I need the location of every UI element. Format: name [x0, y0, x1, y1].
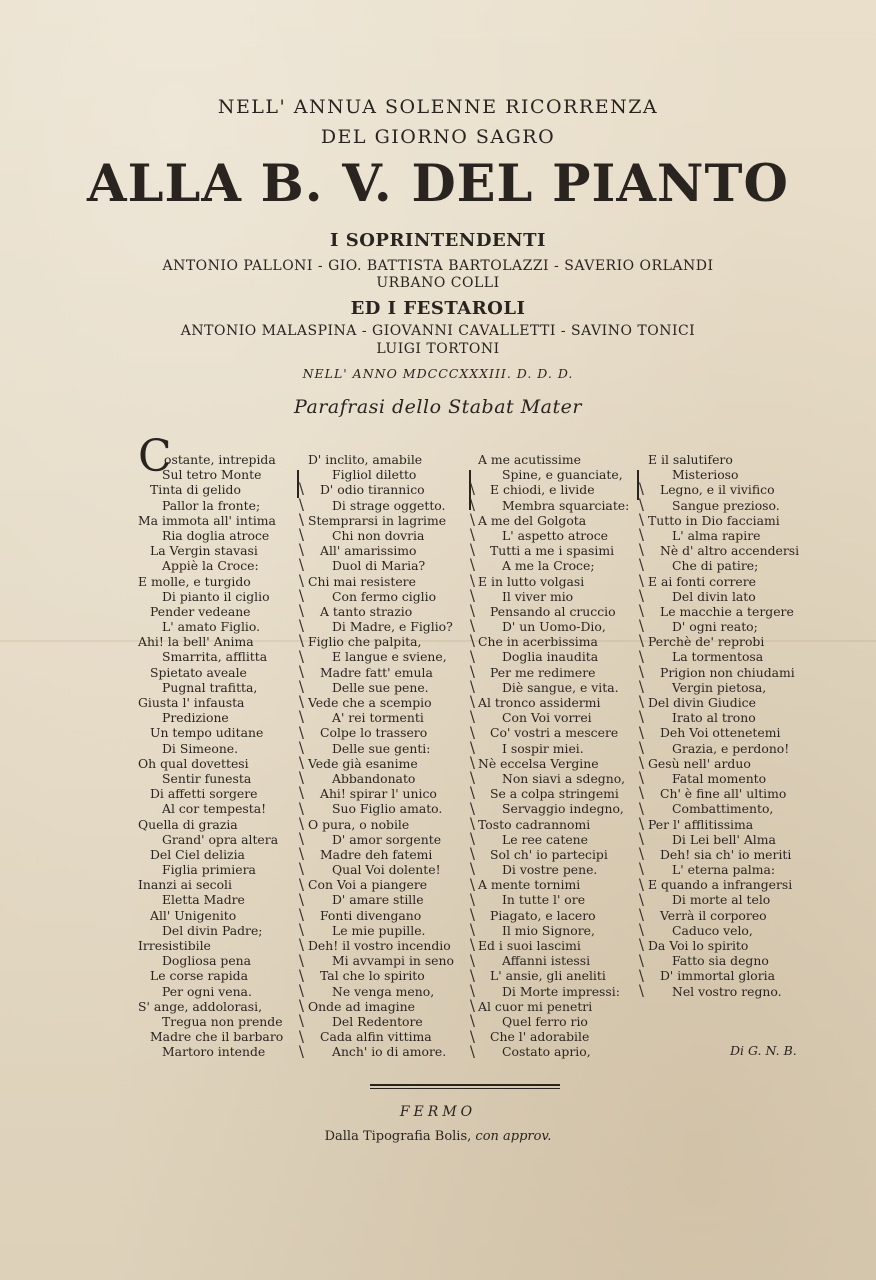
verse-line: Del Redentore: [332, 1013, 423, 1029]
column-separator: ∖: [296, 541, 306, 560]
column-separator: ∖: [296, 754, 306, 772]
festaroli-names-2: LUIGI TORTONI: [376, 341, 500, 357]
verse-line: I sospir miei.: [502, 740, 584, 756]
verse-line: Irresistibile: [138, 938, 211, 953]
soprintendenti-label: I SOPRINTENDENTI: [330, 230, 546, 251]
verse-line: Ma immota all' intima: [138, 512, 276, 528]
verse-line: Di Simeone.: [162, 740, 239, 756]
verse-line: Sangue prezioso.: [672, 497, 780, 513]
verse-line: L' eterna palma:: [672, 862, 776, 878]
verse-line: ostante, intrepida: [164, 452, 276, 467]
verse-line: D' immortal gloria: [660, 968, 776, 984]
verse-line: Pensando al cruccio: [490, 603, 616, 619]
column-separator: ∖: [636, 936, 646, 955]
verse-line: La Vergin stavasi: [150, 543, 258, 559]
verse-line: Martoro intende: [162, 1044, 266, 1060]
verse-line: Mi avvampi in seno: [332, 953, 454, 969]
verse-line: Servaggio indegno,: [502, 801, 624, 817]
verse-line: Tutti a me i spasimi: [490, 543, 615, 559]
verse-line: In tutte l' ore: [502, 892, 586, 908]
column-separator: ∖: [467, 966, 477, 985]
column-separator: ∖: [296, 799, 306, 818]
verse-line: Delle sue pene.: [332, 679, 429, 695]
column-separator: ∖: [296, 875, 306, 894]
verse-line: Quel ferro rio: [502, 1013, 588, 1029]
verse-line: A tanto strazio: [320, 603, 413, 619]
column-separator: ∖: [636, 495, 646, 514]
verse-line: Misterioso: [672, 467, 739, 483]
verse-line: Del divin Giudice: [648, 695, 756, 710]
verse-line: Tutto in Dio facciami: [648, 512, 780, 528]
heading-line-1: NELL' ANNUA SOLENNE RICORRENZA: [217, 96, 659, 118]
verse-line: Grand' opra altera: [162, 831, 279, 847]
verse-line: Quella di grazia: [138, 816, 238, 832]
verse-line: Per l' afflitissima: [648, 816, 754, 832]
verse-line: Per ogni vena.: [162, 983, 252, 999]
column-separator: ∖: [467, 495, 477, 514]
verse-line: Che in acerbissima: [478, 634, 598, 650]
verse-line: E in lutto volgasi: [478, 573, 585, 589]
verse-line: L' ansie, gli aneliti: [490, 968, 606, 984]
column-separator: ∖: [296, 617, 306, 636]
verse-line: Di pianto il ciglio: [162, 588, 270, 604]
column-separator: ∖: [467, 526, 477, 544]
column-separator: ∖: [467, 860, 477, 879]
column-separator: ∖: [296, 586, 306, 605]
verse-line: Qual Voi dolente!: [332, 862, 441, 878]
column-separator: ∖: [467, 678, 477, 696]
column-separator: ∖: [467, 1042, 477, 1061]
verse-line: Anch' io di amore.: [332, 1044, 447, 1060]
column-separator: ∖: [636, 586, 646, 605]
column-separator: ∖: [467, 997, 477, 1016]
verse-line: Sul tetro Monte: [162, 467, 262, 483]
column-separator: ∖: [636, 480, 646, 499]
column-separator: ∖: [467, 571, 477, 590]
verse-line: Figlia primiera: [162, 862, 256, 878]
verse-line: O pura, o nobile: [308, 816, 410, 832]
verse-line: Duol di Maria?: [332, 558, 426, 574]
heading-line-2: DEL GIORNO SAGRO: [320, 126, 556, 148]
verse-line: A me la Croce;: [502, 558, 595, 574]
verse-line: Nè eccelsa Vergine: [478, 755, 599, 771]
verse-line: Doglia inaudita: [502, 649, 599, 665]
verse-line: Ne venga meno,: [332, 983, 435, 999]
column-separator: ∖: [636, 845, 646, 864]
column-separator: ∖: [467, 556, 477, 575]
verse-line: Deh! il vostro incendio: [308, 938, 451, 953]
column-separator: ∖: [636, 890, 646, 909]
column-separator: ∖: [467, 738, 477, 757]
verse-line: Chi mai resistere: [308, 573, 416, 589]
column-separator: ∖: [467, 693, 477, 712]
verse-line: Ed i suoi lascimi: [478, 938, 581, 953]
verse-line: Appiè la Croce:: [162, 558, 259, 574]
verse-line: Spietato aveale: [150, 664, 247, 680]
column-separator: ∖: [636, 921, 646, 940]
verse-line: Vergin pietosa,: [672, 679, 767, 695]
page-title: ALLA B. V. DEL PIANTO: [87, 154, 789, 214]
column-separator: ∖: [636, 784, 646, 803]
column-separator: ∖: [467, 814, 477, 833]
column-separator: ∖: [636, 510, 646, 529]
column-separator: ∖: [296, 526, 306, 544]
verse-line: Pugnal trafitta,: [162, 679, 258, 695]
column-separator: ∖: [636, 662, 646, 681]
verse-line: Piagato, e lacero: [490, 907, 596, 923]
column-separator: ∖: [467, 708, 477, 727]
verse-line: Vede già esanime: [308, 755, 418, 771]
verse-line: D' ogni reato;: [672, 619, 758, 635]
column-separator: ∖: [636, 571, 646, 590]
column-separator: ∖: [296, 1027, 306, 1046]
verse-line: Che di patire;: [672, 558, 759, 574]
column-separator: ∖: [636, 951, 646, 970]
poem-title: Parafrasi dello Stabat Mater: [294, 396, 582, 418]
column-separator: ∖: [467, 510, 477, 529]
poem-column-2: [308, 452, 454, 1060]
column-separator: ∖: [296, 723, 306, 742]
verse-line: Non siavi a sdegno,: [502, 770, 626, 786]
verse-line: Al cor tempesta!: [162, 801, 267, 817]
column-separator: ∖: [296, 602, 306, 620]
verse-line: Di strage oggetto.: [332, 497, 446, 513]
column-separator: ∖: [636, 708, 646, 727]
verse-line: E ai fonti correre: [648, 573, 757, 589]
verse-line: Madre fatt' emula: [320, 664, 433, 680]
verse-line: Costato aprio,: [502, 1044, 591, 1060]
verse-line: Madre che il barbaro: [150, 1029, 284, 1045]
verse-line: L' aspetto atroce: [502, 527, 608, 543]
column-separator: ∖: [296, 769, 306, 788]
verse-line: Nel vostro regno.: [672, 983, 782, 999]
verse-line: Membra squarciate:: [502, 497, 630, 513]
imprint-printer: [0, 1129, 876, 1144]
verse-line: Le mie pupille.: [332, 922, 426, 938]
column-separator: ∖: [296, 571, 306, 590]
verse-line: Spine, e guanciate,: [502, 467, 623, 483]
column-separator: ∖: [636, 860, 646, 879]
verse-line: Dogliosa pena: [162, 953, 252, 969]
verse-line: Fatto sia degno: [672, 953, 769, 969]
verse-line: E il salutifero: [648, 452, 733, 467]
verse-line: Che l' adorabile: [490, 1029, 590, 1045]
verse-line: Del divin Padre;: [162, 922, 263, 938]
verse-line: L' amato Figlio.: [162, 619, 261, 635]
verse-line: Le macchie a tergere: [660, 603, 794, 619]
printer-approval: con approv.: [475, 1129, 552, 1144]
column-separator: ∖: [467, 951, 477, 970]
verse-line: Le corse rapida: [150, 968, 248, 984]
verse-line: Affanni istessi: [502, 953, 591, 969]
drop-cap: C: [138, 431, 172, 482]
verse-line: Del Ciel delizia: [150, 846, 245, 862]
column-separator: ∖: [467, 784, 477, 803]
column-separator: ∖: [636, 632, 646, 651]
column-separator: ∖: [636, 906, 646, 924]
verse-line: S' ange, addolorasi,: [138, 998, 263, 1014]
verse-line: All' amarissimo: [320, 543, 417, 559]
verse-line: E langue e sviene,: [332, 649, 447, 665]
verse-line: Perchè de' reprobi: [648, 634, 765, 650]
verse-line: La tormentosa: [672, 649, 764, 665]
verse-line: Combattimento,: [672, 801, 774, 817]
verse-line: Pender vedeane: [150, 603, 251, 619]
verse-line: Tinta di gelido: [150, 482, 241, 498]
verse-line: Fonti divengano: [320, 907, 422, 923]
verse-line: Co' vostri a mescere: [490, 725, 619, 741]
verse-line: Fatal momento: [672, 770, 767, 786]
column-separator: ∖: [467, 769, 477, 788]
verse-line: Di Morte impressi:: [502, 983, 620, 999]
column-separator: ∖: [467, 662, 477, 681]
column-separator: ∖: [296, 495, 306, 514]
column-separator: ∖: [467, 1027, 477, 1046]
dedication-year: NELL' ANNO MDCCCXXXIII. D. D. D.: [302, 366, 574, 381]
verse-line: A me del Golgota: [478, 512, 587, 528]
poem-column-1: [138, 452, 283, 1060]
verse-line: Predizione: [162, 710, 229, 726]
column-separator: ∖: [296, 830, 306, 848]
verse-line: Al tronco assidermi: [478, 695, 601, 710]
verse-line: Se a colpa stringemi: [490, 786, 619, 802]
soprintendenti-names-2: URBANO COLLI: [376, 275, 500, 291]
column-separator: ∖: [296, 1042, 306, 1061]
verse-line: Di morte al telo: [672, 892, 771, 908]
verse-line: Caduco velo,: [672, 922, 753, 938]
column-separator: ∖: [296, 784, 306, 803]
column-separator: ∖: [467, 647, 477, 666]
column-separator: ∖: [296, 632, 306, 651]
verse-line: Delle sue genti:: [332, 740, 431, 756]
column-separator: ∖: [636, 754, 646, 772]
column-separator: ∖: [467, 845, 477, 864]
column-separator: ∖: [467, 830, 477, 848]
column-separator: ∖: [296, 556, 306, 575]
verse-line: Di Lei bell' Alma: [672, 831, 776, 847]
column-separator: ∖: [636, 875, 646, 894]
column-separator: ∖: [467, 906, 477, 924]
festaroli-names-1: ANTONIO MALASPINA - GIOVANNI CAVALLETTI - SAVINO TONICI: [180, 323, 696, 339]
verse-line: Un tempo uditane: [150, 725, 264, 741]
column-separator: ∖: [467, 875, 477, 894]
verse-line: Chi non dovria: [332, 527, 425, 543]
soprintendenti-names-1: ANTONIO PALLONI - GIO. BATTISTA BARTOLAZZI - SAVERIO ORLANDI: [162, 258, 714, 274]
column-separator: ∖: [467, 602, 477, 620]
verse-line: A mente tornimi: [478, 877, 581, 893]
verse-line: Da Voi lo spirito: [648, 938, 749, 953]
column-separator: ∖: [296, 951, 306, 970]
verse-line: D' odio tirannico: [320, 482, 425, 498]
verse-line: Eletta Madre: [162, 892, 245, 908]
verse-line: Pallor la fronte;: [162, 497, 261, 513]
column-separator: ∖: [296, 678, 306, 696]
column-separator: ∖: [636, 799, 646, 818]
divider-rule-thin: [370, 1088, 560, 1089]
verse-line: Smarrita, afflitta: [162, 649, 268, 665]
verse-line: D' un Uomo-Dio,: [502, 619, 606, 635]
verse-line: Legno, e il vivifico: [660, 482, 775, 498]
verse-line: All' Unigenito: [150, 907, 237, 923]
column-separator: ∖: [636, 647, 646, 666]
signature: Di G. N. B.: [730, 1043, 797, 1058]
verse-line: Abbandonato: [332, 770, 416, 786]
verse-line: Al cuor mi penetri: [478, 998, 593, 1014]
column-separator: ∖: [296, 921, 306, 940]
verse-line: Con Voi a piangere: [308, 877, 428, 893]
verse-line: Con Voi vorrei: [502, 710, 592, 726]
verse-line: Deh! sia ch' io meriti: [660, 846, 792, 862]
verse-line: Ch' è fine all' ultimo: [660, 786, 787, 802]
column-separator: ∖: [467, 723, 477, 742]
poem-column-4: [648, 452, 799, 999]
verse-line: Con fermo ciglio: [332, 588, 437, 604]
verse-line: Figlio che palpita,: [308, 634, 422, 650]
verse-line: Verrà il corporeo: [660, 907, 767, 923]
verse-line: Stemprarsi in lagrime: [308, 512, 447, 528]
verse-line: Del divin lato: [672, 588, 756, 604]
verse-line: Il mio Signore,: [502, 922, 595, 938]
column-separator: ∖: [636, 830, 646, 848]
column-separator: ∖: [467, 754, 477, 772]
verse-line: Onde ad imagine: [308, 998, 415, 1014]
verse-line: Madre deh fatemi: [320, 846, 433, 862]
column-separator: ∖: [636, 723, 646, 742]
column-separator: ∖: [636, 693, 646, 712]
verse-line: Oh qual dovettesi: [138, 755, 249, 771]
column-separator: ∖: [467, 921, 477, 940]
column-separator: ∖: [296, 510, 306, 529]
column-separator: ∖: [467, 936, 477, 955]
column-separator: ∖: [467, 982, 477, 1000]
column-separator: ∖: [467, 586, 477, 605]
verse-line: Cada alfin vittima: [320, 1029, 432, 1045]
verse-line: Nè d' altro accendersi: [660, 543, 800, 559]
column-separator: ∖: [467, 799, 477, 818]
verse-line: Tosto cadrannomi: [478, 816, 591, 832]
column-separator: ∖: [296, 906, 306, 924]
verse-line: Inanzi ai secoli: [138, 877, 232, 893]
column-separator: ∖: [296, 936, 306, 955]
column-separator: ∖: [296, 845, 306, 864]
column-separator: ∖: [296, 708, 306, 727]
column-separator: ∖: [467, 541, 477, 560]
column-separator: ∖: [636, 966, 646, 985]
column-separator: ∖: [296, 1012, 306, 1031]
printer-name: Dalla Tipografia Bolis,: [324, 1129, 472, 1144]
column-separator: ∖: [296, 982, 306, 1000]
verse-line: A me acutissime: [478, 452, 581, 467]
verse-line: Deh Voi ottenetemi: [660, 725, 781, 741]
column-separator: ∖: [467, 617, 477, 636]
column-separator: ∖: [636, 617, 646, 636]
column-separator: ∖: [636, 541, 646, 560]
verse-line: Di vostre pene.: [502, 862, 598, 878]
column-separator: ∖: [467, 480, 477, 499]
divider-rule: [370, 1084, 560, 1086]
verse-line: Di affetti sorgere: [150, 786, 258, 802]
verse-line: Ahi! spirar l' unico: [320, 786, 437, 802]
column-separator: ∖: [296, 693, 306, 712]
verse-line: Grazia, e perdono!: [672, 740, 790, 756]
poem-column-3: [478, 452, 629, 1060]
verse-line: Sentir funesta: [162, 770, 252, 786]
column-separator: ∖: [636, 526, 646, 544]
verse-line: E quando a infrangersi: [648, 877, 793, 893]
column-separator: ∖: [636, 982, 646, 1000]
verse-line: Per me redimere: [490, 664, 596, 680]
verse-line: Figliol diletto: [332, 467, 417, 483]
verse-line: Irato al trono: [672, 710, 756, 726]
verse-line: Giusta l' infausta: [138, 695, 245, 710]
column-separator: ∖: [636, 556, 646, 575]
column-separator: ∖: [636, 738, 646, 757]
verse-line: Le ree catene: [502, 831, 588, 847]
column-separator: ∖: [296, 997, 306, 1016]
column-separator: ∖: [296, 890, 306, 909]
column-separator: ∖: [636, 602, 646, 620]
verse-line: E molle, e turgido: [138, 573, 251, 589]
verse-line: L' alma rapire: [672, 527, 761, 543]
column-separator: ∖: [467, 890, 477, 909]
verse-line: Ahi! la bell' Anima: [138, 634, 254, 650]
verse-line: D' amor sorgente: [332, 831, 442, 847]
festaroli-label: ED I FESTAROLI: [350, 298, 526, 319]
verse-line: Colpe lo trassero: [320, 725, 428, 741]
column-separator: ∖: [296, 480, 306, 499]
column-separator: ∖: [467, 632, 477, 651]
column-separator: ∖: [636, 814, 646, 833]
verse-line: E chiodi, e livide: [490, 482, 595, 498]
column-separator: ∖: [296, 662, 306, 681]
verse-line: Sol ch' io partecipi: [490, 846, 608, 862]
verse-line: Gesù nell' arduo: [648, 755, 751, 771]
column-separator: ∖: [296, 814, 306, 833]
verse-line: Tal che lo spirito: [320, 968, 425, 984]
verse-line: Il viver mio: [502, 588, 574, 604]
verse-line: Tregua non prende: [162, 1013, 283, 1029]
verse-line: Di Madre, e Figlio?: [332, 619, 453, 635]
verse-line: D' inclito, amabile: [308, 452, 423, 467]
column-separator: ∖: [636, 678, 646, 696]
verse-line: Vede che a scempio: [308, 695, 432, 710]
verse-line: Prigion non chiudami: [660, 664, 795, 680]
column-separator: ∖: [467, 1012, 477, 1031]
column-separator: ∖: [636, 769, 646, 788]
column-separator: ∖: [296, 647, 306, 666]
column-separator: ∖: [296, 860, 306, 879]
column-separator: ∖: [296, 738, 306, 757]
verse-line: Diè sangue, e vita.: [502, 679, 619, 695]
verse-line: A' rei tormenti: [332, 710, 424, 726]
verse-line: Ria doglia atroce: [162, 527, 270, 543]
imprint-city: FERMO: [399, 1104, 477, 1120]
column-separator: ∖: [296, 966, 306, 985]
verse-line: D' amare stille: [332, 892, 424, 908]
verse-line: Suo Figlio amato.: [332, 801, 443, 817]
